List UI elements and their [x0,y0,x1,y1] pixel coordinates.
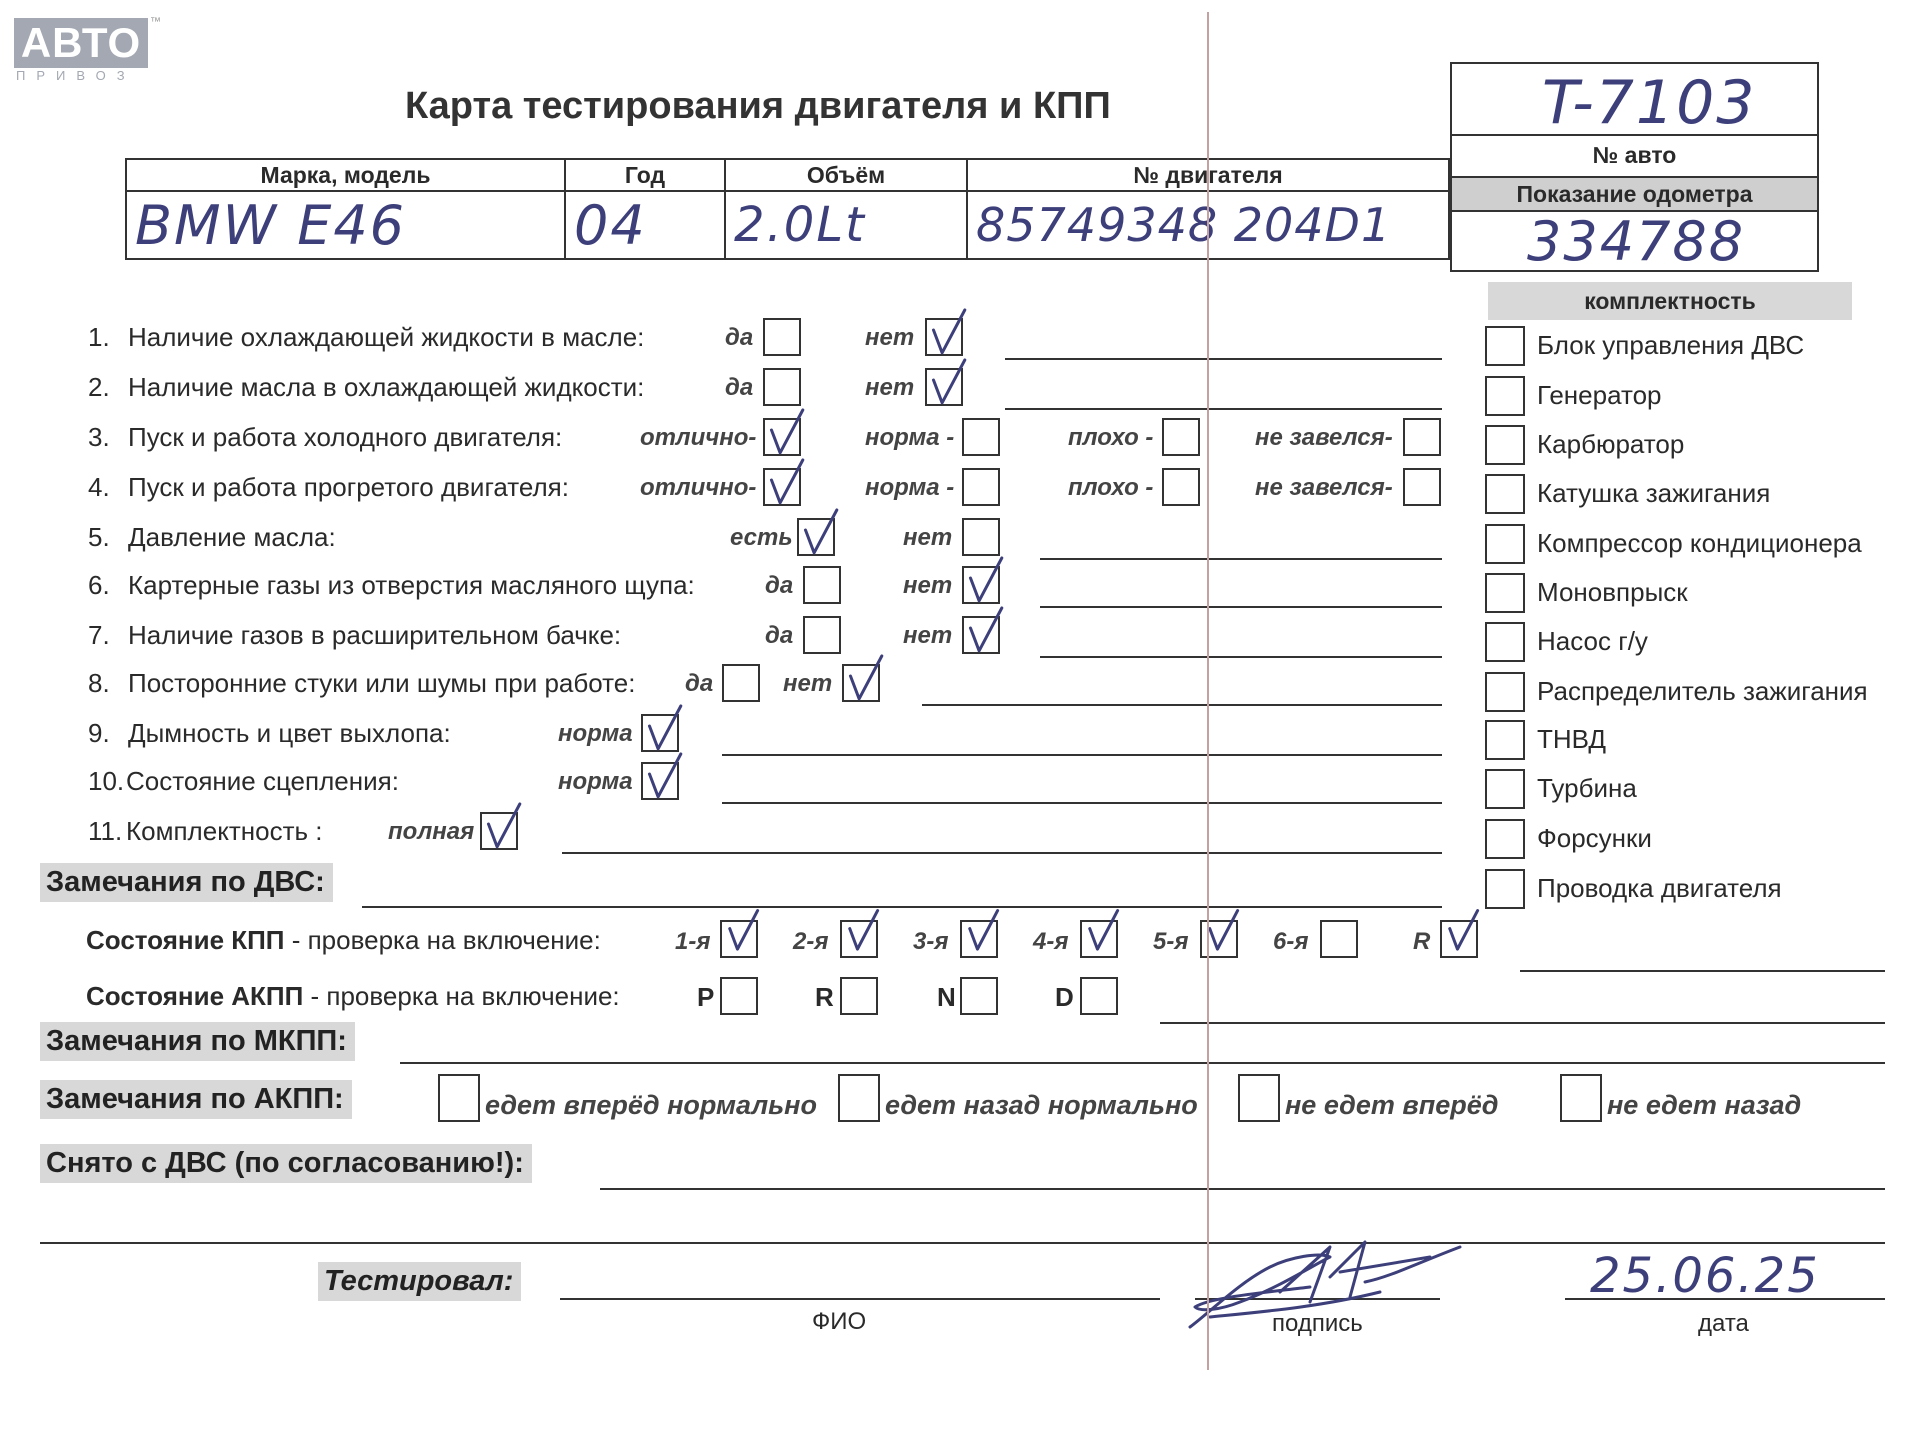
option-label: нет [903,622,953,649]
completeness-item-label: Блок управления ДВС [1537,330,1805,360]
akpp-gear-label: P [697,982,715,1012]
value-volume: 2.0Lt [725,191,967,259]
question-text: Пуск и работа прогретого двигателя: [128,472,569,502]
remarks-engine-label: Замечания по ДВС: [40,863,333,902]
question-number: 7. [88,620,110,650]
completeness-checkbox[interactable] [1485,720,1525,760]
vehicle-header-table [125,158,1450,260]
completeness-item-label: Генератор [1537,380,1662,410]
question-number: 8. [88,668,110,698]
odometer-label: Показание одометра [1452,178,1817,210]
option-label: да [685,670,714,697]
gear-check-mark [1444,916,1476,952]
col-header-model: Марка, модель [126,159,565,191]
question-remarks-line [1005,358,1442,360]
check-mark [799,516,835,556]
question-text: Дымность и цвет выхлопа: [128,718,451,748]
kpp-label-rest: - проверка на включение: [284,925,601,955]
option-label: нет [783,670,833,697]
option-label: отлично- [640,424,757,451]
option-checkbox[interactable] [722,664,760,702]
fio-line [560,1298,1160,1300]
col-header-year: Год [565,159,725,191]
check-mark [964,614,1000,654]
option-label: нет [865,374,915,401]
completeness-checkbox[interactable] [1485,819,1525,859]
question-text: Состояние сцепления: [126,766,399,796]
akpp-remark-checkbox[interactable] [1238,1074,1280,1122]
akpp-remark-label: едет назад нормально [885,1090,1198,1120]
option-label: да [725,324,754,351]
option-checkbox[interactable] [803,566,841,604]
question-remarks-line [562,852,1442,854]
question-number: 5. [88,522,110,552]
option-checkbox[interactable] [962,418,1000,456]
question-remarks-line [722,802,1442,804]
car-number-label: № авто [1592,142,1677,168]
completeness-checkbox[interactable] [1485,769,1525,809]
completeness-item-label: Моновпрыск [1537,577,1688,607]
question-number: 1. [88,322,110,352]
completeness-checkbox[interactable] [1485,376,1525,416]
completeness-item-label: Насос г/у [1537,626,1648,656]
completeness-checkbox[interactable] [1485,524,1525,564]
option-checkbox[interactable] [962,468,1000,506]
question-remarks-line [1040,606,1442,608]
question-remarks-line [1005,408,1442,410]
check-mark [927,366,963,406]
option-label: нет [865,324,915,351]
question-remarks-line [1040,656,1442,658]
completeness-item-label: Катушка зажигания [1537,478,1771,508]
check-mark [844,662,880,702]
car-info-box [1450,62,1819,272]
option-label: отлично- [640,474,757,501]
akpp-gear-label: N [937,982,956,1012]
handwritten-signature [1180,1232,1470,1337]
option-label: норма [558,720,633,747]
option-label: полная [388,818,475,845]
completeness-item-label: Проводка двигателя [1537,873,1782,903]
akpp-remark-checkbox[interactable] [438,1074,480,1122]
option-label: нет [903,524,953,551]
akpp-gear-label: D [1055,982,1074,1012]
question-number: 6. [88,570,110,600]
gear-label: 2-я [793,928,829,955]
option-label: нет [903,572,953,599]
gear-check-mark [1084,916,1116,952]
option-checkbox[interactable] [1403,468,1441,506]
question-number: 11. [88,816,123,846]
completeness-item-label: Компрессор кондиционера [1537,528,1862,558]
check-mark [964,564,1000,604]
option-checkbox[interactable] [763,318,801,356]
question-number: 3. [88,422,110,452]
fio-label: ФИО [812,1308,867,1335]
page-title: Карта тестирования двигателя и КПП [405,85,1111,127]
col-header-volume: Объём [725,159,967,191]
kpp-label [86,925,601,956]
gear-check-mark [964,916,996,952]
question-text: Картерные газы из отверстия масляного щупа: [128,570,695,600]
question-remarks-line [1040,558,1442,560]
completeness-item-label: Форсунки [1537,823,1652,853]
option-label: норма - [865,474,955,501]
akpp-gear-checkbox[interactable] [960,977,998,1015]
remarks-akpp-label: Замечания по АКПП: [40,1080,352,1119]
signature-label: подпись [1272,1310,1363,1337]
akpp-gear-checkbox[interactable] [720,977,758,1015]
removed-line-2 [40,1242,1885,1244]
question-text: Посторонние стуки или шумы при работе: [128,668,636,698]
completeness-item-label: Распределитель зажигания [1537,676,1868,706]
option-label: норма [558,768,633,795]
question-number: 4. [88,472,110,502]
col-header-engine-no: № двигателя [967,159,1449,191]
completeness-checkbox[interactable] [1485,425,1525,465]
removed-line [600,1188,1885,1190]
akpp-remark-label: не едет назад [1607,1090,1802,1120]
completeness-item-label: ТНВД [1537,724,1607,754]
completeness-checkbox[interactable] [1485,622,1525,662]
completeness-checkbox[interactable] [1485,869,1525,909]
remarks-mkpp-label: Замечания по МКПП: [40,1022,355,1061]
gear-label: 6-я [1273,928,1309,955]
option-checkbox[interactable] [962,518,1000,556]
akpp-gear-checkbox[interactable] [840,977,878,1015]
option-checkbox[interactable] [1162,468,1200,506]
gear-check-mark [724,916,756,952]
logo-subtitle: ПРИВОЗ [16,68,136,83]
remarks-mkpp-line [400,1062,1885,1064]
remarks-engine-line [362,906,1442,908]
option-label: не завелся- [1255,424,1393,451]
option-label: да [765,572,794,599]
date-value: 25.06.25 [1590,1248,1820,1304]
option-label: плохо - [1068,474,1154,501]
question-text: Наличие газов в расширительном бачке: [128,620,622,650]
akpp-remark-label: не едет вперёд [1285,1090,1499,1120]
question-text: Наличие масла в охлаждающей жидкости: [128,372,645,402]
gear-label: R [1413,928,1431,955]
completeness-checkbox[interactable] [1485,326,1525,366]
akpp-gear-checkbox[interactable] [1080,977,1118,1015]
question-remarks-line [922,704,1442,706]
value-model: BMW E46 [126,191,565,259]
option-checkbox[interactable] [763,368,801,406]
completeness-checkbox[interactable] [1485,672,1525,712]
akpp-label-bold: Состояние АКПП [86,981,304,1011]
logo-trademark: ™ [150,16,161,28]
completeness-checkbox[interactable] [1485,573,1525,613]
gear-checkbox[interactable] [1320,920,1358,958]
akpp-remark-checkbox[interactable] [1560,1074,1602,1122]
check-mark [927,316,963,356]
akpp-remark-label: едет вперёд нормально [485,1090,817,1120]
question-text: Наличие охлаждающей жидкости в масле: [128,322,645,352]
check-mark [643,712,679,752]
removed-label: Снято с ДВС (по согласованию!): [40,1144,532,1183]
akpp-gear-label: R [815,982,834,1012]
gear-label: 4-я [1033,928,1069,955]
gear-label: 1-я [675,928,711,955]
check-mark [482,810,518,850]
option-label: плохо - [1068,424,1154,451]
kpp-label-bold: Состояние КПП [86,925,285,955]
akpp-remark-checkbox[interactable] [838,1074,880,1122]
option-checkbox[interactable] [1403,418,1441,456]
question-text: Комплектность : [126,816,323,846]
completeness-item-label: Карбюратор [1537,429,1685,459]
question-text: Пуск и работа холодного двигателя: [128,422,563,452]
option-checkbox[interactable] [1162,418,1200,456]
check-mark [765,466,801,506]
option-label: да [765,622,794,649]
option-label: да [725,374,754,401]
akpp-label-rest: - проверка на включение: [303,981,620,1011]
option-label: есть [730,524,793,551]
kpp-remarks-line [1520,970,1885,972]
completeness-item-label: Турбина [1537,773,1637,803]
check-mark [765,416,801,456]
gear-label: 5-я [1153,928,1189,955]
tested-by-label: Тестировал: [318,1262,521,1301]
option-label: норма - [865,424,955,451]
fold-line [1207,12,1209,1370]
option-checkbox[interactable] [803,616,841,654]
question-text: Давление масла: [128,522,336,552]
completeness-heading: комплектность [1488,282,1852,320]
date-label: дата [1698,1310,1749,1337]
option-label: не завелся- [1255,474,1393,501]
question-number: 10. [88,766,125,796]
question-number: 2. [88,372,110,402]
akpp-remarks-line [1160,1022,1885,1024]
gear-label: 3-я [913,928,949,955]
odometer-value: 334788 [1527,210,1746,273]
car-number-value: T-7103 [1542,68,1757,138]
gear-check-mark [844,916,876,952]
question-remarks-line [722,754,1442,756]
akpp-label [86,981,620,1012]
avto-logo: АВТО [14,18,148,68]
value-engine-no: 85749348 204D1 [967,191,1449,259]
completeness-checkbox[interactable] [1485,474,1525,514]
value-year: 04 [565,191,725,259]
question-number: 9. [88,718,110,748]
check-mark [643,760,679,800]
